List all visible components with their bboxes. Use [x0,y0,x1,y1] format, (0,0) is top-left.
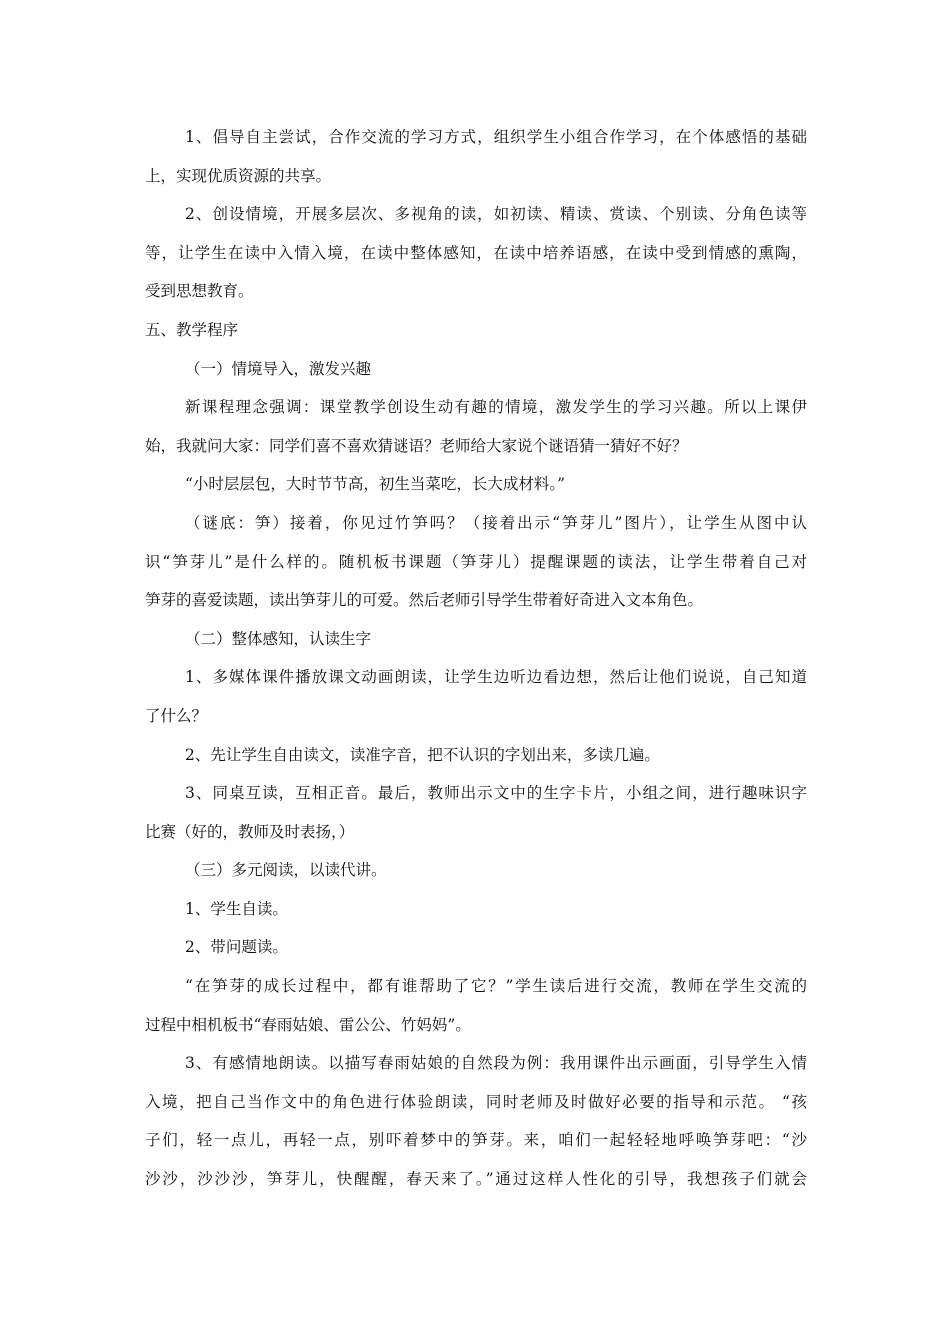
text-line: 了什么？ [145,706,208,725]
text-line: 笋芽的喜爱读题，读出笋芽儿的可爱。然后老师引导学生带着好奇进入文本角色。 [145,591,704,610]
section-heading: 五、教学程序 [145,320,239,339]
subsection-heading: （三）多元阅读，以读代讲。 [185,861,387,880]
text-line: 2、先让学生自由读文，读准字音，把不认识的字划出来，多读几遍。 [185,745,660,764]
subsection-heading: （二）整体感知，认读生字 [185,629,372,648]
text-line: 新课程理念强调：课堂教学创设生动有趣的情境，激发学生的学习兴趣。所以上课伊 [185,398,807,417]
text-line: （谜底：笋）接着，你见过竹笋吗？（接着出示“笋芽儿”图片），让学生从图中认 [185,513,807,532]
text-line: 受到思想教育。 [145,282,254,301]
text-line: 等，让学生在读中入情入境，在读中整体感知，在读中培养语感，在读中受到情感的熏陶， [145,243,807,262]
text-line: 比赛（好的，教师及时表扬，） [145,822,355,841]
text-line: 始，我就问大家：同学们喜不喜欢猜谜语？老师给大家说个谜语猜一猜好不好？ [145,436,688,455]
subsection-heading: （一）情境导入，激发兴趣 [185,359,372,378]
text-line: 3、同桌互读，互相正音。最后，教师出示文中的生字卡片，小组之间，进行趣味识字 [185,784,807,803]
text-line: 1、学生自读。 [185,899,288,918]
text-line: 沙沙，沙沙沙，笋芽儿，快醒醒，春天来了。”通过这样人性化的引导，我想孩子们就会 [145,1170,807,1189]
text-line: 3、有感情地朗读。以描写春雨姑娘的自然段为例：我用课件出示画面，引导学生入情 [185,1054,807,1073]
text-line: 入境，把自己当作文中的角色进行体验朗读，同时老师及时做好必要的指导和示范。 “孩 [145,1092,807,1111]
text-line: 子们，轻一点儿，再轻一点，别吓着梦中的笋芽。来，咱们一起轻轻地呼唤笋芽吧：“沙 [145,1131,807,1150]
text-line: “在笋芽的成长过程中，都有谁帮助了它？”学生读后进行交流，教师在学生交流的 [185,977,807,996]
text-line: 过程中相机板书“春雨姑娘、雷公公、竹妈妈”。 [145,1015,471,1034]
riddle-quote: “小时层层包，大时节节高，初生当菜吃，长大成材料。” [185,475,566,494]
text-line: 识“笋芽儿”是什么样的。随机板书课题（笋芽儿）提醒课题的读法，让学生带着自己对 [145,552,807,571]
text-line: 2、创设情境，开展多层次、多视角的读，如初读、精读、赏读、个别读、分角色读等 [185,205,807,224]
text-line: 上，实现优质资源的共享。 [145,166,332,185]
document-body [145,118,807,1199]
text-line: 1、多媒体课件播放课文动画朗读，让学生边听边看边想，然后让他们说说，自己知道 [185,668,807,687]
text-line: 2、带问题读。 [185,938,288,957]
text-line: 1、倡导自主尝试，合作交流的学习方式，组织学生小组合作学习，在个体感悟的基础 [185,128,807,146]
